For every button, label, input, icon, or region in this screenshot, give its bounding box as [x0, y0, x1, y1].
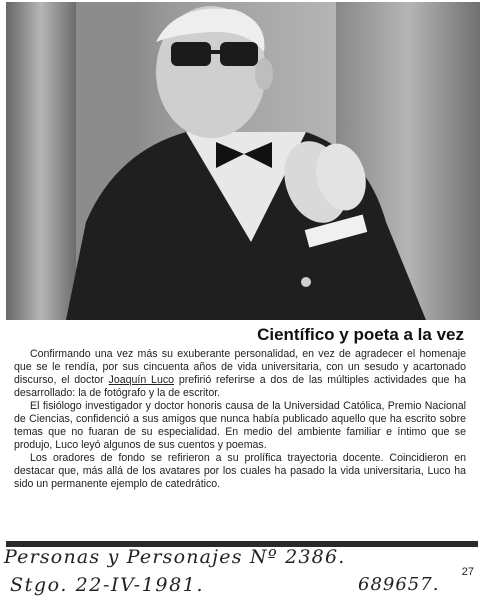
page-number: 27 — [461, 566, 474, 578]
handwriting-date: Stgo. 22-IV-1981. — [10, 574, 205, 596]
handwritten-annotation — [4, 544, 484, 600]
article-paragraph-1 — [14, 348, 466, 400]
handwriting-source: Personas y Personajes Nº 2386. — [4, 546, 346, 568]
article-paragraph-1-text-b: prefirió referirse a dos de las múltiples actividades que ha desarrollado: la de fotógrafo y la de escritor. — [14, 374, 466, 399]
article-paragraph-1-text-a: Confirmando una vez más su exuberante personalidad, en vez de agradecer el homenaje que se le rendía, por sus cincuenta años de vida universitaria, con un sesudo y acartonado discurso, el doctor — [14, 348, 466, 386]
portrait-photo — [6, 2, 480, 320]
article-body — [14, 348, 466, 491]
handwriting-catalog-number: 689657. — [358, 574, 440, 595]
article-paragraph-2: El fisiólogo investigador y doctor honoris causa de la Universidad Católica, Premio Nacional de Ciencias, confidenció a sus amigos que nunca había publicado aquello que ha escrito sobre temas que no fuaran de su especialidad. En medio del ambiente familiar e íntimo que se produjo, Luco leyó algunos de sus cuentos y poemas. — [14, 400, 466, 451]
portrait-photo-illustration — [6, 2, 480, 320]
person-name: Joaquín Luco — [108, 374, 175, 386]
article-paragraph-3: Los oradores de fondo se refirieron a su prolífica trayectoria docente. Coincidieron en destacar que, más allá de los avatares por los cuales ha pasado la vida universitaria, Luco ha sido un permanente ejemplo de catedrático. — [14, 452, 466, 490]
headline: Científico y poeta a la vez — [257, 325, 464, 344]
